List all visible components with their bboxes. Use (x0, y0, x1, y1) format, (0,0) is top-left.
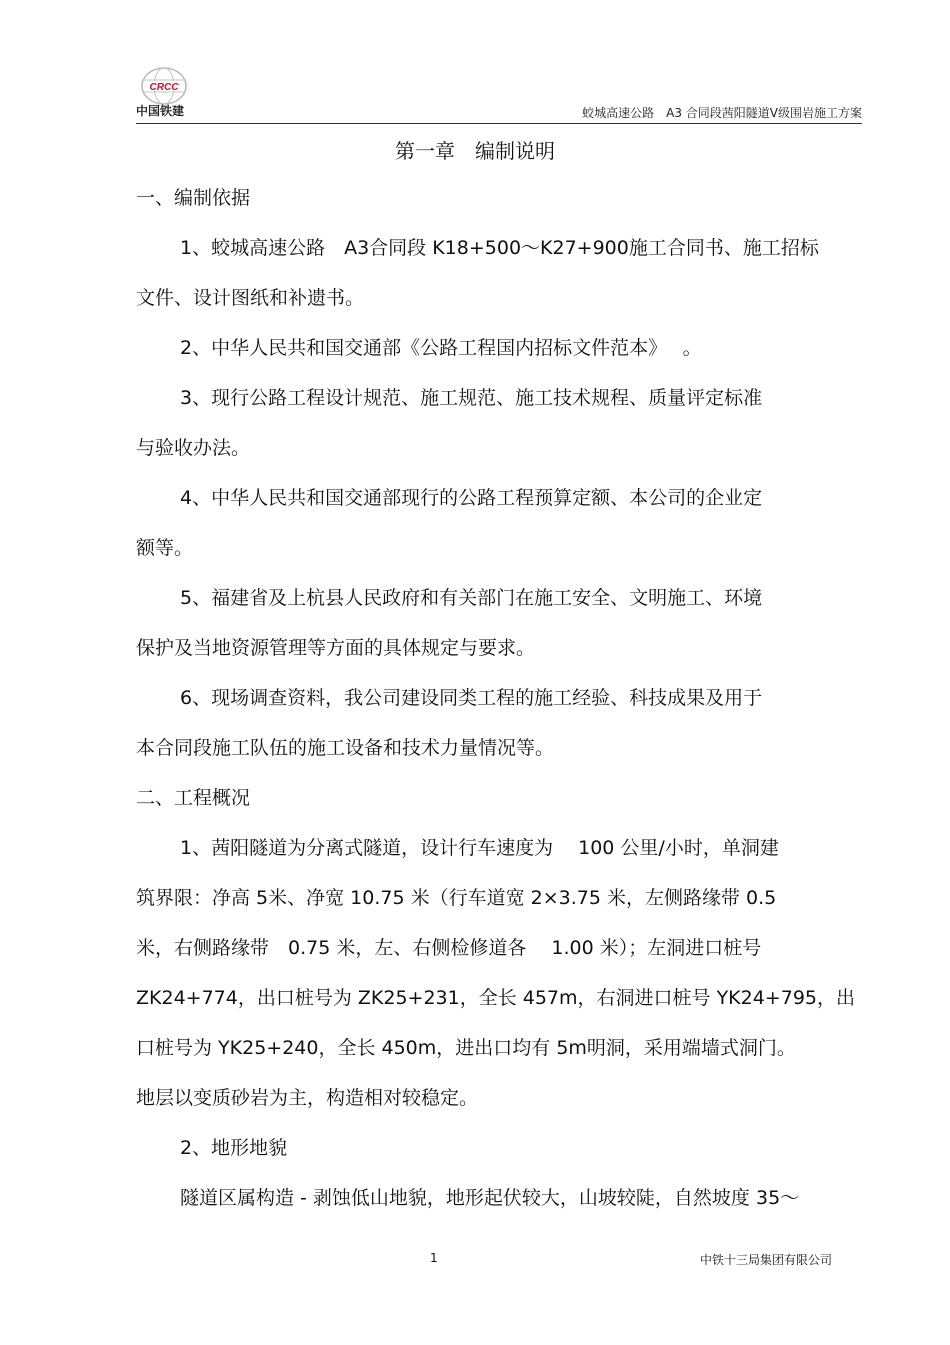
paragraph-line: 筑界限：净高 5米、净宽 10.75 米（行车道宽 2×3.75 米，左侧路缘带 0.5 (136, 887, 777, 909)
paragraph-line: 1、蛟城高速公路 A3合同段 K18+500～K27+900施工合同书、施工招标 (180, 237, 819, 259)
paragraph-line: 与验收办法。 (136, 437, 251, 459)
footer-company: 中铁十三局集团有限公司 (699, 1253, 832, 1267)
paragraph-line: 文件、设计图纸和补遗书。 (136, 287, 365, 309)
paragraph-line: 6、现场调查资料，我公司建设同类工程的施工经验、科技成果及用于 (180, 687, 763, 709)
paragraph-line: ZK24+774，出口桩号为 ZK25+231，全长 457m，右洞进口桩号 YK24+795，出 (136, 987, 855, 1009)
page-number: 1 (430, 1251, 438, 1265)
logo-text: 中国铁建 (136, 104, 185, 118)
section-heading: 二、工程概况 (136, 787, 251, 809)
paragraph-line: 米，右侧路缘带 0.75 米，左、右侧检修道各 1.00 米）；左洞进口桩号 (136, 937, 762, 959)
paragraph-line: 4、中华人民共和国交通部现行的公路工程预算定额、本公司的企业定 (180, 487, 763, 509)
paragraph-line: 隧道区属构造 - 剥蚀低山地貌，地形起伏较大，山坡较陡，自然坡度 35～ (180, 1187, 800, 1209)
section-heading: 一、编制依据 (136, 187, 251, 209)
chapter-title: 第一章 编制说明 (395, 139, 555, 163)
doc-title: 蛟城高速公路 A3 合同段茜阳隧道Ⅴ级围岩施工方案 (582, 106, 862, 120)
logo-mark: CRCC (149, 82, 179, 93)
body-text (136, 180, 862, 1230)
subsection-heading: 2、地形地貌 (180, 1137, 288, 1159)
header-divider (136, 123, 862, 124)
paragraph-line: 保护及当地资源管理等方面的具体规定与要求。 (136, 637, 536, 659)
paragraph-line: 3、现行公路工程设计规范、施工规范、施工技术规程、质量评定标准 (180, 387, 763, 409)
paragraph-line: 5、福建省及上杭县人民政府和有关部门在施工安全、文明施工、环境 (180, 587, 763, 609)
paragraph-line: 地层以变质砂岩为主，构造相对较稳定。 (136, 1087, 479, 1109)
paragraph-line: 2、中华人民共和国交通部《公路工程国内招标文件范本》 。 (180, 337, 702, 359)
paragraph-line: 本合同段施工队伍的施工设备和技术力量情况等。 (136, 737, 555, 759)
paragraph-line: 口桩号为 YK25+240，全长 450m，进出口均有 5m明洞，采用端墙式洞门。 (136, 1037, 796, 1059)
paragraph-line: 额等。 (136, 537, 194, 559)
paragraph-line: 1、茜阳隧道为分离式隧道，设计行车速度为 100 公里/小时，单洞建 (180, 837, 779, 859)
